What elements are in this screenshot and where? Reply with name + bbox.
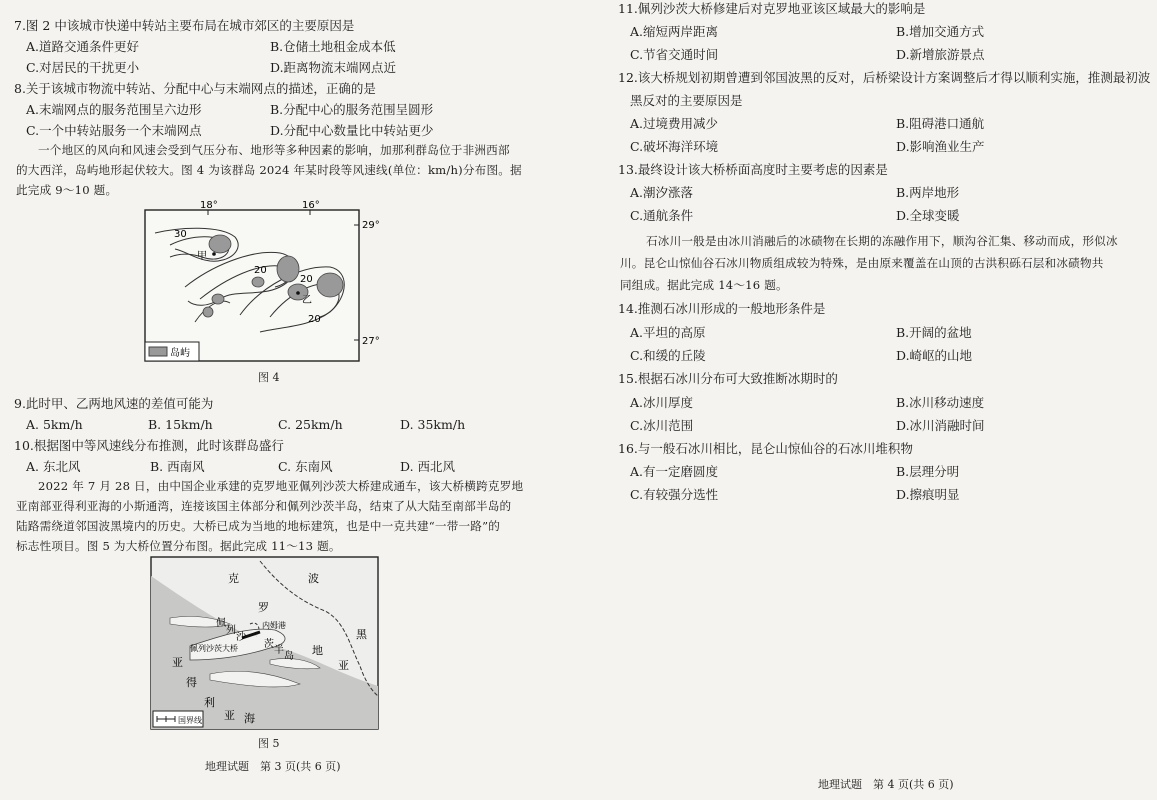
fig5-label-bo: 波 (308, 572, 319, 585)
q12-option-a: A.过境费用减少 (630, 116, 719, 131)
fig4-lon-18: 18° (200, 200, 218, 211)
fig4-lon-16: 16° (302, 200, 320, 211)
q11-option-d: D.新增旅游景点 (896, 47, 985, 62)
fig5-peninsula-2: 列 (226, 625, 236, 636)
passage3-line1: 石冰川一般是由冰川消融后的冰碛物在长期的冻融作用下，顺沟谷汇集、移动而成，形似冰 (646, 234, 1118, 248)
fig4-label-30: 30 (174, 229, 187, 240)
fig5-label-ya3: 亚 (338, 659, 349, 672)
fig5-peninsula-6: 岛 (284, 651, 294, 662)
q14-stem: 14.推测石冰川形成的一般地形条件是 (618, 301, 826, 316)
fig4-label-jia: 甲 (197, 251, 207, 262)
q10-option-d: D. 西北风 (400, 459, 456, 474)
fig4-label-yi: 乙 (302, 295, 312, 306)
q14-option-c: C.和缓的丘陵 (630, 348, 706, 363)
q8-stem: 8.关于该城市物流中转站、分配中心与末端网点的描述，正确的是 (14, 81, 376, 96)
fig4-legend-label: 岛屿 (170, 348, 190, 359)
passage2-line4: 标志性项目。图 5 为大桥位置分布图。据此完成 11～13 题。 (16, 539, 341, 553)
fig5-label-ke: 克 (228, 572, 239, 585)
q14-option-a: A.平坦的高原 (630, 325, 706, 340)
q15-option-c: C.冰川范围 (630, 418, 694, 433)
figure-5-caption: 图 5 (258, 737, 280, 750)
passage2-line1: 2022 年 7 月 28 日，由中国企业承建的克罗地亚佩列沙茨大桥建成通车，该大桥横跨克罗地 (38, 479, 524, 493)
q16-option-d: D.擦痕明显 (896, 487, 960, 502)
q16-option-c: C.有较强分选性 (630, 487, 719, 502)
q10-stem: 10.根据图中等风速线分布推测，此时该群岛盛行 (14, 438, 284, 453)
q7-option-c: C.对居民的干扰更小 (26, 60, 140, 75)
fig5-label-di: 地 (312, 644, 323, 657)
fig5-label-hai: 海 (244, 712, 255, 725)
passage1-line3: 此完成 9～10 题。 (16, 183, 118, 197)
q16-option-a: A.有一定磨圆度 (630, 464, 719, 479)
q12-stem-line2: 黑反对的主要原因是 (630, 93, 743, 108)
q9-option-c: C. 25km/h (278, 417, 343, 432)
fig5-peninsula-4: 茨 (264, 639, 274, 650)
fig5-label-de: 得 (186, 676, 197, 689)
right-page (600, 0, 1157, 800)
q15-option-d: D.冰川消融时间 (896, 418, 985, 433)
q14-option-b: B.开阔的盆地 (896, 325, 972, 340)
q11-option-a: A.缩短两岸距离 (630, 24, 719, 39)
fig5-bridge-label: 佩列沙茨大桥 (190, 644, 238, 653)
passage2-line2: 亚南部亚得利亚海的小斯通湾，连接该国主体部分和佩列沙茨半岛，结束了从大陆至南部半岛的 (16, 499, 512, 513)
fig4-label-20c: 20 (308, 314, 321, 325)
fig5-peninsula-1: 佩 (216, 618, 226, 629)
figure-4-map (140, 197, 390, 369)
figure-5-map (150, 556, 380, 732)
q8-option-b: B.分配中心的服务范围呈圆形 (270, 102, 434, 117)
q9-option-d: D. 35km/h (400, 417, 466, 432)
q8-option-a: A.末端网点的服务范围呈六边形 (26, 102, 202, 117)
q10-option-a: A. 东北风 (26, 459, 81, 474)
q13-stem: 13.最终设计该大桥桥面高度时主要考虑的因素是 (618, 162, 888, 177)
q7-option-b: B.仓储土地租金成本低 (270, 39, 396, 54)
q7-option-a: A.道路交通条件更好 (26, 39, 140, 54)
passage2-line3: 陆路需绕道邻国波黑境内的历史。大桥已成为当地的地标建筑，也是中一克共建“一带一路”的 (16, 519, 501, 533)
q16-option-b: B.层理分明 (896, 464, 960, 479)
passage3-line3: 同组成。据此完成 14～16 题。 (620, 278, 788, 292)
passage1-line2: 的大西洋，岛屿地形起伏较大。图 4 为该群岛 2024 年某时段等风速线(单位：km/h)分布图。据 (16, 163, 522, 177)
passage1-line1: 一个地区的风向和风速会受到气压分布、地形等多种因素的影响，加那利群岛位于非洲西部 (38, 143, 510, 157)
fig4-lat-27: 27° (362, 336, 380, 347)
fig5-peninsula-3: 沙 (236, 632, 246, 643)
q13-option-b: B.两岸地形 (896, 185, 960, 200)
q13-option-d: D.全球变暖 (896, 208, 960, 223)
q11-option-c: C.节省交通时间 (630, 47, 719, 62)
q13-option-c: C.通航条件 (630, 208, 694, 223)
q12-option-b: B.阻碍港口通航 (896, 116, 985, 131)
q8-option-d: D.分配中心数量比中转站更少 (270, 123, 434, 138)
q16-stem: 16.与一般石冰川相比，昆仑山惊仙谷的石冰川堆积物 (618, 441, 913, 456)
fig5-port-label: 内姆港 (262, 621, 286, 630)
fig5-legend-label: 国界线 (178, 716, 202, 725)
q15-option-a: A.冰川厚度 (630, 395, 694, 410)
fig5-label-luo: 罗 (258, 601, 269, 614)
fig5-label-li: 利 (204, 696, 215, 709)
fig4-label-20b: 20 (300, 274, 313, 285)
q14-option-d: D.崎岖的山地 (896, 348, 973, 363)
q11-stem: 11.佩列沙茨大桥修建后对克罗地亚该区域最大的影响是 (618, 1, 926, 16)
fig5-label-ya1: 亚 (172, 656, 183, 669)
q12-stem-line1: 12.该大桥规划初期曾遭到邻国波黑的反对，后桥梁设计方案调整后才得以顺利实施，推测最初波 (618, 70, 1151, 85)
fig5-peninsula-5: 半 (274, 645, 284, 656)
q9-option-b: B. 15km/h (148, 417, 213, 432)
left-page-footer: 地理试题 第 3 页(共 6 页) (205, 760, 341, 773)
q12-option-c: C.破坏海洋环境 (630, 139, 719, 154)
right-page-footer: 地理试题 第 4 页(共 6 页) (818, 778, 954, 791)
q15-stem: 15.根据石冰川分布可大致推断冰期时的 (618, 371, 838, 386)
fig5-label-ya2: 亚 (224, 709, 235, 722)
q13-option-a: A.潮汐涨落 (630, 185, 694, 200)
q7-stem: 7.图 2 中该城市快递中转站主要布局在城市郊区的主要原因是 (14, 18, 355, 33)
figure-4-caption: 图 4 (258, 371, 280, 384)
fig4-label-20a: 20 (254, 265, 267, 276)
fig4-lat-29: 29° (362, 220, 380, 231)
q10-option-c: C. 东南风 (278, 459, 333, 474)
q11-option-b: B.增加交通方式 (896, 24, 985, 39)
passage3-line2: 川。昆仑山惊仙谷石冰川物质组成较为特殊，是由原来覆盖在山顶的古洪积砾石层和冰碛物共 (620, 256, 1104, 270)
q9-stem: 9.此时甲、乙两地风速的差值可能为 (14, 396, 214, 411)
q10-option-b: B. 西南风 (150, 459, 205, 474)
q15-option-b: B.冰川移动速度 (896, 395, 985, 410)
q7-option-d: D.距离物流末端网点近 (270, 60, 397, 75)
q9-option-a: A. 5km/h (26, 417, 83, 432)
fig5-label-hei: 黑 (356, 628, 367, 641)
q8-option-c: C.一个中转站服务一个末端网点 (26, 123, 202, 138)
q12-option-d: D.影响渔业生产 (896, 139, 985, 154)
